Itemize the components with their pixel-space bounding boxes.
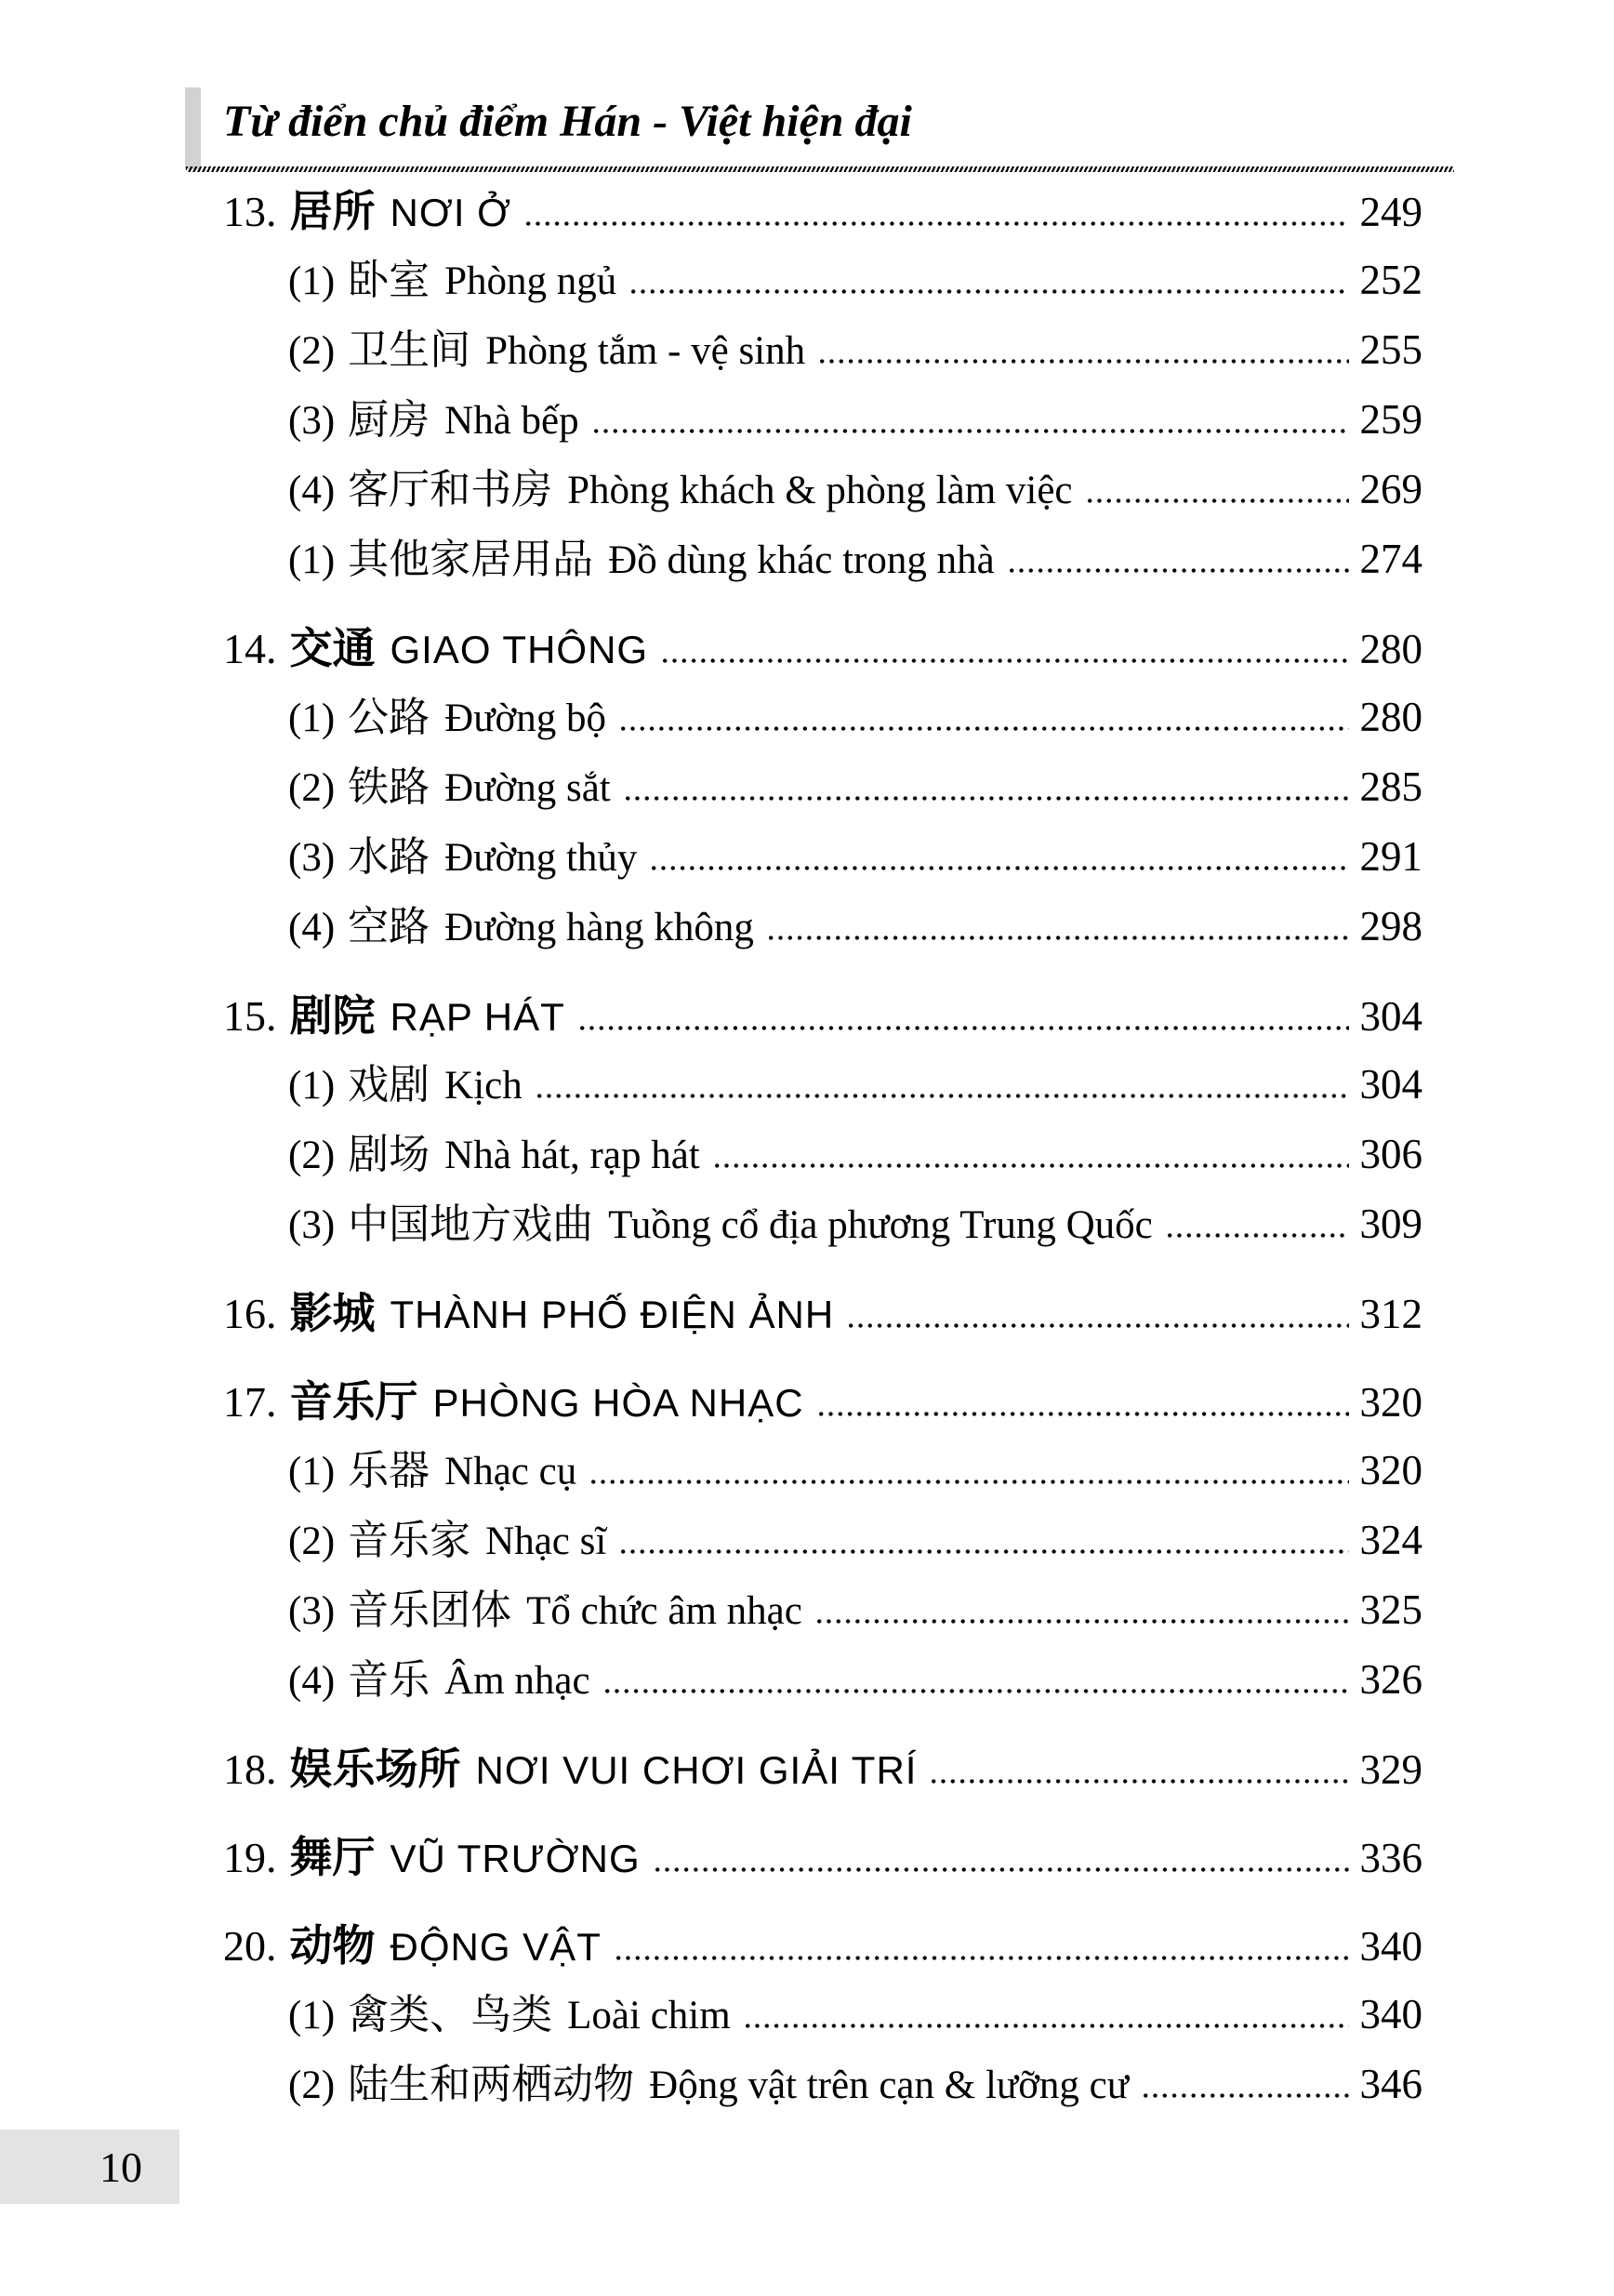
toc-entry-title: Đường thủy [444, 836, 638, 880]
toc-chapter-row [0, 1911, 1614, 1981]
toc-sub-row [0, 456, 1614, 525]
toc-sub-row [0, 893, 1614, 962]
toc-entry-page: 280 [1359, 694, 1422, 740]
toc-entry-number: 14. [223, 625, 277, 672]
toc-chapter-row [0, 1823, 1614, 1892]
toc-entry-title: Đường hàng không [444, 906, 754, 949]
toc-entry-chinese: 中国地方戏曲 [348, 1201, 594, 1247]
toc-entry-page: 309 [1359, 1201, 1422, 1247]
toc-entry-title: Nhạc sĩ [485, 1520, 607, 1563]
dot-leader [580, 1026, 1349, 1030]
toc-entry-chinese: 公路 [348, 695, 430, 740]
dot-leader [1144, 2093, 1348, 2098]
toc-entry-title: Loài chim [567, 1994, 731, 2037]
toc-entry-number: (2) [288, 329, 336, 373]
toc-entry-number: (4) [288, 469, 336, 512]
toc-entry-number: 15. [223, 992, 277, 1040]
toc-entry-chinese: 剧场 [348, 1132, 430, 1177]
toc-sub-row [0, 1576, 1614, 1646]
toc-entry-chinese: 空路 [348, 904, 430, 949]
dot-leader [626, 796, 1349, 801]
toc-entry-title: Đường bộ [444, 697, 606, 740]
toc-entry-chinese: 其他家居用品 [348, 537, 594, 582]
dot-leader [746, 2024, 1349, 2028]
toc-entry-number: 20. [223, 1922, 277, 1970]
toc-sub-row [0, 823, 1614, 893]
dot-leader [605, 1689, 1349, 1693]
toc-entry-page: 325 [1359, 1586, 1422, 1633]
toc-entry-page: 346 [1359, 2061, 1422, 2107]
toc-entry-title: Phòng khách & phòng làm việc [567, 469, 1073, 512]
toc-entry-title: Kịch [444, 1064, 523, 1108]
toc-sub-row [0, 2050, 1614, 2120]
book-title: Từ điển chủ điểm Hán - Việt hiện đại [223, 97, 912, 146]
folio-box [0, 2130, 179, 2204]
toc-entry-page: 304 [1359, 993, 1422, 1040]
toc-entry-page: 306 [1359, 1131, 1422, 1177]
toc-entry-page: 249 [1359, 189, 1422, 235]
toc-entry-page: 269 [1359, 466, 1422, 512]
toc-entry-title: VŨ TRƯỜNG [390, 1837, 641, 1880]
dot-leader [663, 658, 1348, 663]
toc-entry-chinese: 厨房 [348, 397, 430, 443]
toc-entry-page: 304 [1359, 1061, 1422, 1108]
toc-sub-row [0, 1121, 1614, 1190]
toc-entry-page: 291 [1359, 833, 1422, 880]
toc-entry-number: (3) [288, 399, 336, 443]
toc-entry-title: Tuồng cổ địa phương Trung Quốc [608, 1203, 1153, 1247]
toc-sub-row [0, 1190, 1614, 1260]
toc-sub-row [0, 683, 1614, 753]
toc-entry-page: 340 [1359, 1991, 1422, 2037]
toc-entry-number: (2) [288, 1134, 336, 1177]
toc-sub-row [0, 1506, 1614, 1576]
dot-leader [1168, 1233, 1349, 1238]
toc-chapter-row [0, 1279, 1614, 1348]
toc-entry-page: 280 [1359, 626, 1422, 672]
toc-chapter-row [0, 1734, 1614, 1804]
toc-entry-chinese: 剧院 [289, 992, 376, 1040]
toc-entry-title: Nhạc cụ [444, 1450, 577, 1493]
toc-entry-number: 13. [223, 188, 277, 235]
dot-leader [769, 936, 1349, 940]
toc-entry-chinese: 铁路 [348, 764, 430, 810]
toc-entry-chinese: 交通 [289, 625, 376, 672]
toc-sub-row [0, 1981, 1614, 2050]
dot-leader [655, 1867, 1349, 1872]
toc-entry-chinese: 居所 [289, 188, 376, 235]
toc-chapter-row [0, 614, 1614, 683]
dot-leader [591, 1480, 1348, 1484]
toc-entry-number: (1) [288, 697, 336, 740]
toc-entry-title: Nhà hát, rạp hát [444, 1134, 700, 1177]
toc-entry-page: 312 [1359, 1291, 1422, 1337]
toc-entry-number: (1) [288, 1064, 336, 1108]
toc-entry-chinese: 影城 [289, 1290, 376, 1337]
toc-entry-chinese: 禽类、鸟类 [348, 1992, 553, 2037]
toc-entry-page: 252 [1359, 257, 1422, 303]
toc-entry-number: 17. [223, 1378, 277, 1426]
toc-entry-chinese: 音乐团体 [348, 1587, 512, 1633]
toc-sub-row [0, 1051, 1614, 1121]
toc-entry-number: (4) [288, 906, 336, 949]
toc-entry-chinese: 卫生间 [348, 327, 471, 373]
toc-entry-number: 18. [223, 1745, 277, 1793]
toc-entry-page: 274 [1359, 536, 1422, 582]
toc-entry-page: 298 [1359, 903, 1422, 949]
toc-entry-title: Động vật trên cạn & lưỡng cư [649, 2064, 1130, 2107]
toc-entry-number: (1) [288, 538, 336, 582]
toc-entry-title: NƠI Ở [390, 191, 512, 234]
dot-leader [819, 1412, 1349, 1416]
dot-leader [526, 221, 1348, 226]
toc-entry-page: 336 [1359, 1835, 1422, 1881]
toc-entry-title: THÀNH PHỐ ĐIỆN ẢNH [390, 1293, 835, 1336]
toc-chapter-row [0, 177, 1614, 246]
toc-entry-page: 320 [1359, 1447, 1422, 1493]
toc-entry-title: Phòng ngủ [444, 259, 617, 303]
toc-entry-number: (1) [288, 259, 336, 303]
dot-leader [621, 726, 1349, 731]
toc-entry-chinese: 舞厅 [289, 1834, 376, 1881]
toc-entry-number: (4) [288, 1659, 336, 1703]
toc-entry-number: (2) [288, 2064, 336, 2107]
dot-leader [1010, 568, 1349, 573]
toc-entry-chinese: 戏剧 [348, 1062, 430, 1108]
toc-entry-number: (3) [288, 1203, 336, 1247]
toc-entry-chinese: 乐器 [348, 1448, 430, 1493]
toc-entry-title: Phòng tắm - vệ sinh [485, 329, 806, 373]
toc-entry-number: 19. [223, 1834, 277, 1881]
toc-entry-page: 320 [1359, 1379, 1422, 1426]
toc-entry-page: 324 [1359, 1517, 1422, 1563]
toc-entry-title: ĐỘNG VẬT [390, 1925, 602, 1969]
toc-sub-row [0, 1437, 1614, 1506]
toc-entry-chinese: 水路 [348, 834, 430, 880]
toc-entry-chinese: 动物 [289, 1922, 376, 1970]
toc-entry-number: (3) [288, 1589, 336, 1633]
dot-leader [652, 866, 1348, 870]
toc-sub-row [0, 525, 1614, 595]
toc-entry-title: NƠI VUI CHƠI GIẢI TRÍ [475, 1748, 918, 1792]
dot-leader [932, 1779, 1348, 1784]
dot-leader [616, 1956, 1349, 1960]
toc-entry-chinese: 客厅和书房 [348, 467, 553, 512]
toc-entry-page: 255 [1359, 326, 1422, 373]
toc-entry-number: (2) [288, 766, 336, 810]
toc-entry-title: GIAO THÔNG [390, 628, 649, 671]
toc-sub-row [0, 316, 1614, 386]
toc-sub-row [0, 1646, 1614, 1716]
dot-leader [817, 1619, 1349, 1624]
toc-entry-number: (1) [288, 1450, 336, 1493]
table-of-contents [0, 158, 1614, 2120]
toc-entry-number: 16. [223, 1290, 277, 1337]
toc-sub-row [0, 386, 1614, 456]
toc-entry-number: (1) [288, 1994, 336, 2037]
toc-entry-title: Đồ dùng khác trong nhà [608, 538, 995, 582]
toc-entry-number: (3) [288, 836, 336, 880]
dot-leader [1088, 498, 1349, 503]
toc-chapter-row [0, 981, 1614, 1051]
toc-entry-page: 259 [1359, 396, 1422, 443]
toc-entry-page: 326 [1359, 1656, 1422, 1703]
toc-entry-number: (2) [288, 1520, 336, 1563]
dot-leader [849, 1323, 1348, 1328]
toc-entry-chinese: 娱乐场所 [289, 1745, 461, 1793]
dot-leader [621, 1549, 1348, 1554]
page-number: 10 [99, 2143, 142, 2191]
toc-entry-chinese: 音乐厅 [289, 1378, 418, 1426]
dot-leader [715, 1163, 1349, 1168]
toc-entry-title: Âm nhạc [444, 1659, 590, 1703]
toc-entry-chinese: 音乐家 [348, 1518, 471, 1563]
toc-entry-page: 340 [1359, 1923, 1422, 1970]
dot-leader [631, 289, 1348, 294]
header-accent-bar [185, 87, 201, 169]
toc-chapter-row [0, 1367, 1614, 1437]
toc-sub-row [0, 753, 1614, 823]
dot-leader [594, 429, 1349, 433]
toc-entry-title: RẠP HÁT [390, 995, 565, 1039]
toc-entry-title: Nhà bếp [444, 399, 579, 443]
toc-entry-page: 329 [1359, 1746, 1422, 1793]
toc-entry-title: PHÒNG HÒA NHẠC [432, 1381, 804, 1425]
toc-sub-row [0, 246, 1614, 316]
toc-entry-title: Tổ chức âm nhạc [526, 1589, 802, 1633]
dot-leader [820, 359, 1348, 364]
toc-entry-chinese: 陆生和两栖动物 [348, 2062, 635, 2107]
toc-entry-chinese: 音乐 [348, 1657, 430, 1703]
toc-entry-page: 285 [1359, 763, 1422, 810]
dot-leader [537, 1094, 1349, 1098]
toc-entry-title: Đường sắt [444, 766, 611, 810]
toc-entry-chinese: 卧室 [348, 258, 430, 303]
